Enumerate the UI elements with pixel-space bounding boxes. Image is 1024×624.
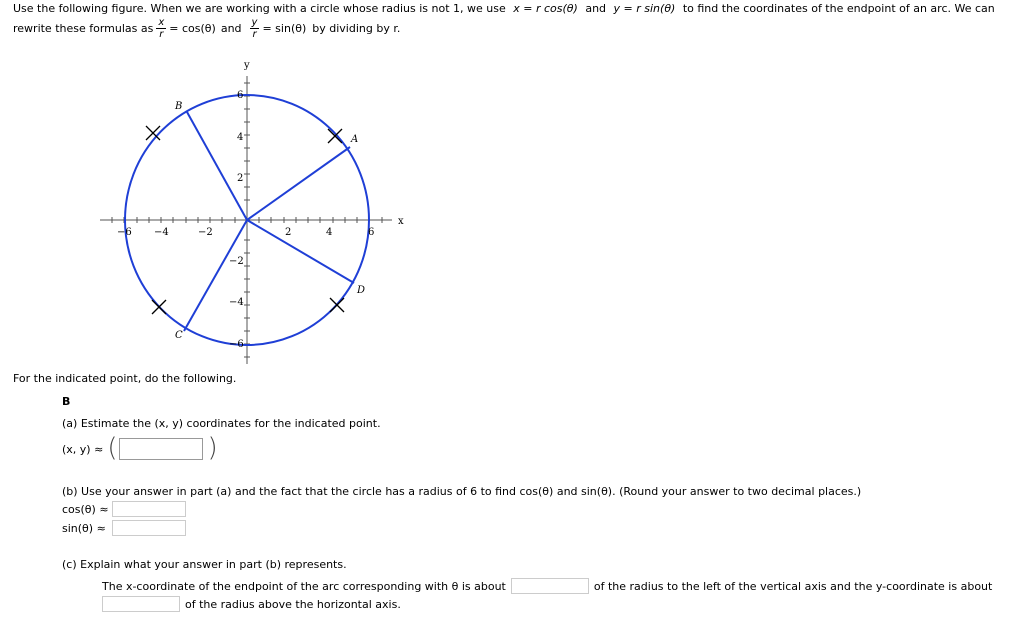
x-tick-label: 2 <box>285 227 292 238</box>
part-b-cos-row <box>62 501 186 517</box>
axis-label-y: y <box>244 60 250 71</box>
radius-to-D <box>247 220 354 283</box>
x-tick-label: 6 <box>368 227 375 238</box>
y-tick-label: 4 <box>237 132 244 143</box>
fraction-x-over-r <box>156 17 166 40</box>
right-paren: ) <box>207 433 218 463</box>
intro-text-1-end: to find the coordinates of the endpoint of an arc. We can <box>682 2 995 15</box>
y-tick-label: 6 <box>237 90 244 101</box>
part-a-answer-prefix: (x, y) ≈ <box>62 442 104 456</box>
point-label-A: A <box>351 134 359 145</box>
cos-label: cos(θ) ≈ <box>62 502 109 516</box>
indicated-point-label: B <box>62 395 71 408</box>
intro-line-1 <box>13 2 1018 15</box>
instruction-text: For the indicated point, do the following. <box>13 372 237 385</box>
point-label-C: C <box>175 330 183 341</box>
intro-and-1: and <box>585 2 607 15</box>
fraction-denominator-r-2: r <box>252 29 257 40</box>
intro-text-2: rewrite these formulas as <box>13 22 154 35</box>
unit-circle-figure <box>95 55 415 370</box>
y-fraction-input[interactable] <box>102 596 180 612</box>
x-tick-label: −6 <box>117 227 132 238</box>
fraction-numerator-x: x <box>158 17 165 28</box>
x-fraction-input[interactable] <box>511 578 589 594</box>
cos-input[interactable] <box>112 501 186 517</box>
sin-input[interactable] <box>112 520 186 536</box>
y-tick-label: −4 <box>229 297 244 308</box>
part-c-sentence-line-2 <box>102 596 401 612</box>
y-tick-label: 2 <box>237 173 244 184</box>
x-tick-label: −2 <box>198 227 213 238</box>
intro-line-2 <box>13 17 400 40</box>
formula-cos: = cos(θ) <box>169 22 216 35</box>
radius-to-B <box>187 112 247 220</box>
formula-x: x = r cos(θ) <box>513 2 578 15</box>
radius-to-C <box>184 220 247 331</box>
fraction-denominator-r: r <box>159 29 164 40</box>
formula-sin: = sin(θ) <box>262 22 307 35</box>
part-a-question: (a) Estimate the (x, y) coordinates for the indicated point. <box>62 417 381 430</box>
radius-to-A <box>247 147 350 220</box>
fraction-y-over-r <box>250 17 260 40</box>
part-c-sentence-mid: of the radius to the left of the vertical axis and the y-coordinate is about <box>593 579 993 593</box>
part-c-sentence-start: The x-coordinate of the endpoint of the arc corresponding with θ is about <box>102 579 506 593</box>
x-tick-label: 4 <box>326 227 333 238</box>
coordinates-input[interactable] <box>119 438 203 460</box>
part-c-sentence-line-1 <box>102 578 992 594</box>
axis-label-x: x <box>398 216 404 227</box>
part-b-sin-row <box>62 520 186 536</box>
part-c-sentence-end: of the radius above the horizontal axis. <box>185 597 401 611</box>
y-tick-label: −2 <box>229 256 244 267</box>
intro-and-2: and <box>220 22 242 35</box>
intro-text-1: Use the following figure. When we are working with a circle whose radius is not 1, we use <box>13 2 506 15</box>
point-label-D: D <box>357 285 366 296</box>
part-a-answer-row <box>62 434 218 464</box>
sin-label: sin(θ) ≈ <box>62 521 106 535</box>
fraction-numerator-y: y <box>251 17 258 28</box>
y-tick-label: −6 <box>229 339 244 350</box>
formula-y: y = r sin(θ) <box>613 2 676 15</box>
part-b-question: (b) Use your answer in part (a) and the fact that the circle has a radius of 6 to find cos(θ) and sin(θ). (Round your answer to two decimal places.) <box>62 485 862 498</box>
part-c-question: (c) Explain what your answer in part (b) represents. <box>62 558 347 571</box>
intro-text-2-end: by dividing by r. <box>312 22 401 35</box>
point-label-B: B <box>175 101 183 112</box>
x-tick-label: −4 <box>154 227 169 238</box>
left-paren: ( <box>107 433 118 463</box>
